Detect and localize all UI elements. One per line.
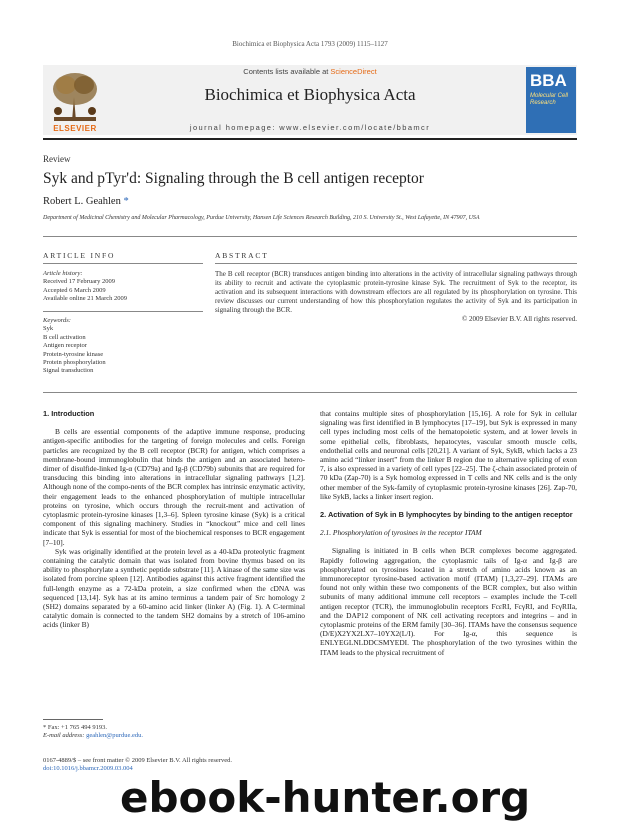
article-title: Syk and pTyr'd: Signaling through the B cell antigen receptor [43,170,424,187]
keywords [43,317,203,376]
header-divider [43,138,577,140]
bottom-note [43,757,305,773]
footnote-rule [43,719,103,720]
keyword-item: Signal transduction [43,367,94,375]
abstract-body [215,270,577,324]
journal-cover [526,67,576,133]
cover-subtitle: Molecular Cell Research [530,93,569,106]
history-item: Available online 21 March 2009 [43,295,127,303]
keyword-item: Protein phosphorylation [43,359,106,367]
journal-homepage[interactable]: journal homepage: www.elsevier.com/locate/bbamcr [189,123,431,132]
left-column [43,409,305,630]
section-1-paragraph-1: B cells are essential components of the adaptive immune response, producing antigen-specific antibodies for the targeting of foreign molecules and cells. Foreign particles are recognized by the B cell receptor (BCR) for antigen, which comprises a membrane-bound immunoglobulin that binds the antigen and an associated hetero-dimer of disulfide-linked Ig-α (CD79a) and Ig-β (CD79b) subunits that are required for transducing this binding into alterations in intracellular signaling pathways [1,2]. Although none of the compo-nents of the BCR complex has intrinsic enzymatic activity, their engagement leads to the enhanced phosphorylation of multiple intracellular proteins on tyrosine, which occurs through the recruit-ment and activation of cytoplasmic protein-tyrosine kinases [1,3–6]. Spleen tyrosine kinase (Syk) is a critical component of this signaling machinery. Studies in “knockout” mice and cell lines indicate that Syk is essential for most of the biochemical responses to BCR engagement [7–10]. [43,427,305,547]
contents-prefix: Contents lists available at [243,67,331,76]
journal-citation: Biochimica et Biophysica Acta 1793 (2009) 1115–1127 [232,40,388,48]
footnote-fax: * Fax: +1 765 494 9193. [43,724,107,731]
affiliation: Department of Medicinal Chemistry and Molecular Pharmacology, Purdue University, Hansen Life Sciences Research Building, 210 S. University St., West Lafayette, IN 47907, USA [43,215,480,221]
abstract-copyright: © 2009 Elsevier B.V. All rights reserved. [461,315,577,323]
right-paragraph-2: Signaling is initiated in B cells when BCR complexes become aggregated. Rapidly following aggregation, the cytoplasmic tails of Ig-α and Ig-β are phosphorylated on tyrosines located in a stretch of amino acids known as an immunoreceptor tyrosine-based activation motif (ITAM) [1,3,27–29]. ITAMs are found not only within these two components of the BCR complex, but also within subunits of many additional immune cell receptors – examples include the T-cell antigen receptor (TCR), the immunoglobulin receptors FcεRI, FcγRI, and FcγRIIa, and the DAP12 component of NK cell activating receptors and integrins – and in cytoplasmic proteins of the ERM family [30–36]. ITAMs have the consensus sequence (D/E)X2YX2LX7–10YX2(L/I). For Ig-α, this sequence is ENLYEGLNLDDCSMYEDI. The phosphorylation of the two tyrosines within the ITAM leads to the physical recruitment of [320,546,577,657]
publisher-name: ELSEVIER [53,124,97,133]
history-item: Accepted 6 March 2009 [43,286,106,294]
author-footnote-mark[interactable]: * [123,196,129,207]
article-info-rule [43,263,203,264]
title-divider [43,236,577,237]
history-label: Article history: [43,270,83,277]
issn-line: 0167-4889/$ – see front matter © 2009 Elsevier B.V. All rights reserved. [43,757,232,764]
keyword-item: Protein-tyrosine kinase [43,350,104,358]
author-name: Robert L. Geahlen [43,196,121,207]
footnote-email-line [43,732,305,740]
right-paragraph-1: that contains multiple sites of phosphorylation [15,16]. A role for Syk in cellular signaling was first identified in B lymphocytes [17–19], but Syk is expressed in many cell types including most cells of the hematopoietic system, and at lower levels in some epithelial cells, fibroblasts, hepatocytes, vascular smooth muscle cells, endothelial cells and neuronal cells [20,21]. A variant of Syk, SykB, which lacks a 23 amino acid “linker insert” from the linker B region due to alternative splicing of exon 7, is also expressed in a variety of cell types [22–25]. The ζ-chain associated protein of 70 kDa (Zap-70) is a Syk homolog expressed in T cells and NK cells and is the only other member of the Syk-family of cytoplasmic protein-tyrosine kinases [26]. Zap-70, like SykB, lacks a linker insert region. [320,409,577,501]
keyword-item: Antigen receptor [43,342,87,350]
abstract-rule [215,263,577,264]
contents-line [110,67,510,76]
keywords-label: Keywords: [43,317,71,324]
right-column [320,409,577,657]
footnote-email-label: E-mail address: [43,732,87,739]
author-email-link[interactable]: geahlen@purdue.edu. [86,732,143,739]
history-item: Received 17 February 2009 [43,278,116,286]
section-2-1-heading: 2.1. Phosphorylation of tyrosines in the receptor ITAM [320,528,482,538]
article-type: Review [43,154,71,164]
footnote [43,724,305,740]
abstract-text: The B cell receptor (BCR) transduces antigen binding into alterations in the activity of intracellular signaling pathways through its ability to recruit and activate the cytoplasmic protein-tyrosine kinase Syk. The recruitment of Syk to the receptor, its activation and its subsequent interactions with downstream effectors are all regulated by its phosphorylation on tyrosine. This review discusses our current understanding of how this phosphorylation regulates the activity of Syk and its participation in signaling through the BCR. [215,270,577,314]
section-1-heading: 1. Introduction [43,409,95,418]
article-info-heading: ARTICLE INFO [43,251,116,260]
journal-title: Biochimica et Biophysica Acta [204,85,416,104]
section-1-paragraph-2: Syk was originally identified at the protein level as a 40-kDa proteolytic fragment containing the catalytic domain that was isolated from bovine thymus based on its ability to phosphorylate a synthetic peptide substrate [11]. A kinase of the same size was isolated from porcine spleen [12]. Antibodies against this active fragment identified the full-length enzyme as a 72-kDa protein, a size confirmed when the cDNA was sequenced [13,14]. Syk has at its amino terminus a tandem pair of Src homology 2 (SH2) domains separated by a 60-amino acid linker (linker A) (Fig. 1). A C-terminal catalytic domain is connected to the tandem SH2 domains by a stretch of 106-amino acids (linker B) [43,546,305,630]
author-line [43,196,129,207]
keyword-item: Syk [43,325,54,333]
keyword-item: B cell activation [43,333,86,341]
abstract-heading: ABSTRACT [215,251,269,260]
sciencedirect-link[interactable]: ScienceDirect [330,67,377,76]
doi-link[interactable]: doi:10.1016/j.bbamcr.2009.03.004 [43,765,133,772]
abstract-divider [43,392,577,393]
history-rule [43,311,203,312]
article-history [43,270,203,304]
cover-title: BBA [530,71,567,90]
watermark-text: ebook-hunter.org [120,773,531,822]
section-2-heading: 2. Activation of Syk in B lymphocytes by binding to the antigen receptor [320,510,573,520]
